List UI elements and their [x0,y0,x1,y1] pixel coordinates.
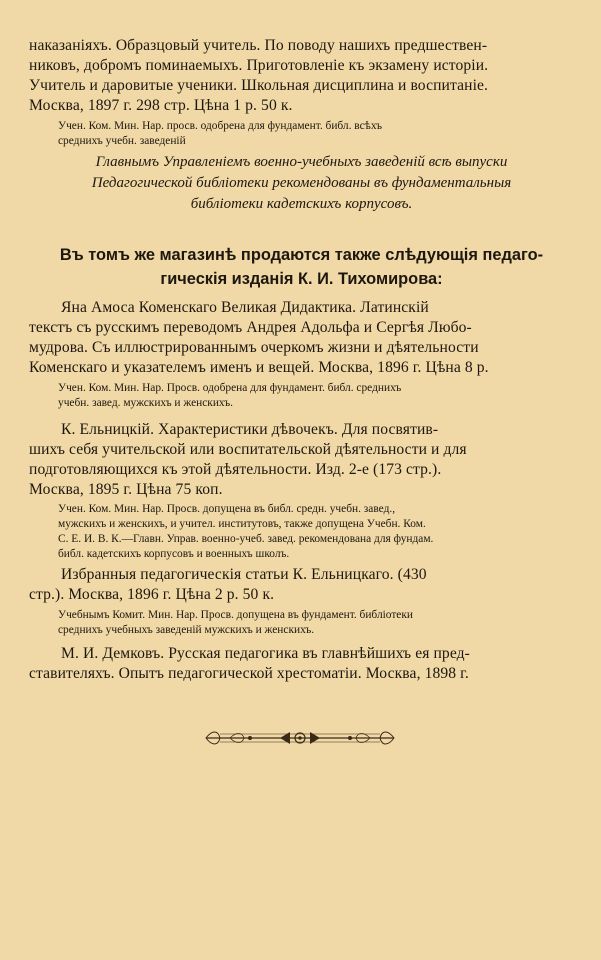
text-line: наказаніяхъ. Образцовый учитель. По поводу нашихъ предшествен- [29,37,488,54]
text-line: М. И. Демковъ. Русская педагогика въ главнѣйшихъ ея пред- [61,645,470,662]
note-line: учебн. завед. мужскихъ и женскихъ. [58,397,233,409]
note-line: С. Е. И. В. К.—Главн. Управ. военно-учеб. завед. рекомендована для фундам. [58,533,434,545]
text-line: подготовляющихся къ этой дѣятельности. Изд. 2-е (173 стр.). [29,461,442,478]
text-line: стр.). Москва, 1896 г. Цѣна 2 р. 50 к. [29,586,275,603]
top-approval-note [58,119,574,149]
note-line: библ. кадетскихъ корпусовъ и военныхъ школъ. [58,548,290,560]
note-line: Учен. Ком. Мин. Нар. просв. одобрена для фундамент. библ. всѣхъ [58,120,383,132]
text-line: мудрова. Съ иллюстрированнымъ очеркомъ жизни и дѣятельности [29,339,479,356]
text-line: Москва, 1897 г. 298 стр. Цѣна 1 р. 50 к. [29,97,293,114]
text-line: текстъ съ русскимъ переводомъ Андрея Адольфа и Сергѣя Любо- [29,319,472,336]
notice-line: библіотеки кадетскихъ корпусовъ. [190,196,413,212]
decorative-ornament-divider [200,728,400,748]
text-line: Коменскаго и указателемъ именъ и вещей. Москва, 1896 г. Цѣна 8 р. [29,359,489,376]
text-line: Яна Амоса Коменскаго Великая Дидактика. Латинскій [61,299,429,316]
notice-line: Педагогической библіотеки рекомендованы въ фундаментальныя [91,175,512,191]
heading-line: гическія изданія К. И. Тихомирова: [160,270,443,288]
entry-elnitsky-characteristics-note [58,502,574,562]
note-line: Учебнымъ Комит. Мин. Нар. Просв. допущена въ фундамент. библіотеки [58,609,413,621]
text-line: К. Ельницкій. Характеристики дѣвочекъ. Для посвятив- [61,421,439,438]
text-line: Учитель и даровитые ученики. Школьная дисциплина и воспитаніе. [29,77,489,94]
section-heading [29,243,574,291]
text-line: Москва, 1895 г. Цѣна 75 коп. [29,481,223,498]
note-line: среднихъ учебн. заведеній [58,135,186,147]
text-line: никовъ, добромъ поминаемыхъ. Приготовленіе къ экзамену исторіи. [29,57,489,74]
note-line: Учен. Ком. Мин. Нар. Просв. допущена въ библ. средн. учебн. завед., [58,503,396,515]
heading-line: Въ томъ же магазинѣ продаются также слѣдующія педаго- [59,246,544,264]
notice-line: Главнымъ Управленіемъ военно-учебныхъ заведеній всѣ выпуски [95,154,508,170]
note-line: Учен. Ком. Мин. Нар. Просв. одобрена для фундамент. библ. среднихъ [58,382,402,394]
entry-elnitsky-articles [29,565,574,605]
entry-komensky-note [58,381,574,411]
top-paragraph [29,36,574,116]
text-line: шихъ себя учительской или воспитательской дѣятельности и для [29,441,467,458]
entry-demkov [29,644,574,684]
text-line: Избранныя педагогическія статьи К. Ельницкаго. (430 [61,566,427,583]
note-line: мужскихъ и женскихъ, и учител. институтовъ, также допущена Учебн. Ком. [58,518,426,530]
italic-notice [29,152,574,215]
note-line: среднихъ учебныхъ заведеній мужскихъ и женскихъ. [58,624,315,636]
text-line: ставителяхъ. Опытъ педагогической хрестоматіи. Москва, 1898 г. [29,665,469,682]
entry-komensky [29,298,574,378]
entry-elnitsky-characteristics [29,420,574,500]
entry-elnitsky-articles-note [58,608,574,638]
